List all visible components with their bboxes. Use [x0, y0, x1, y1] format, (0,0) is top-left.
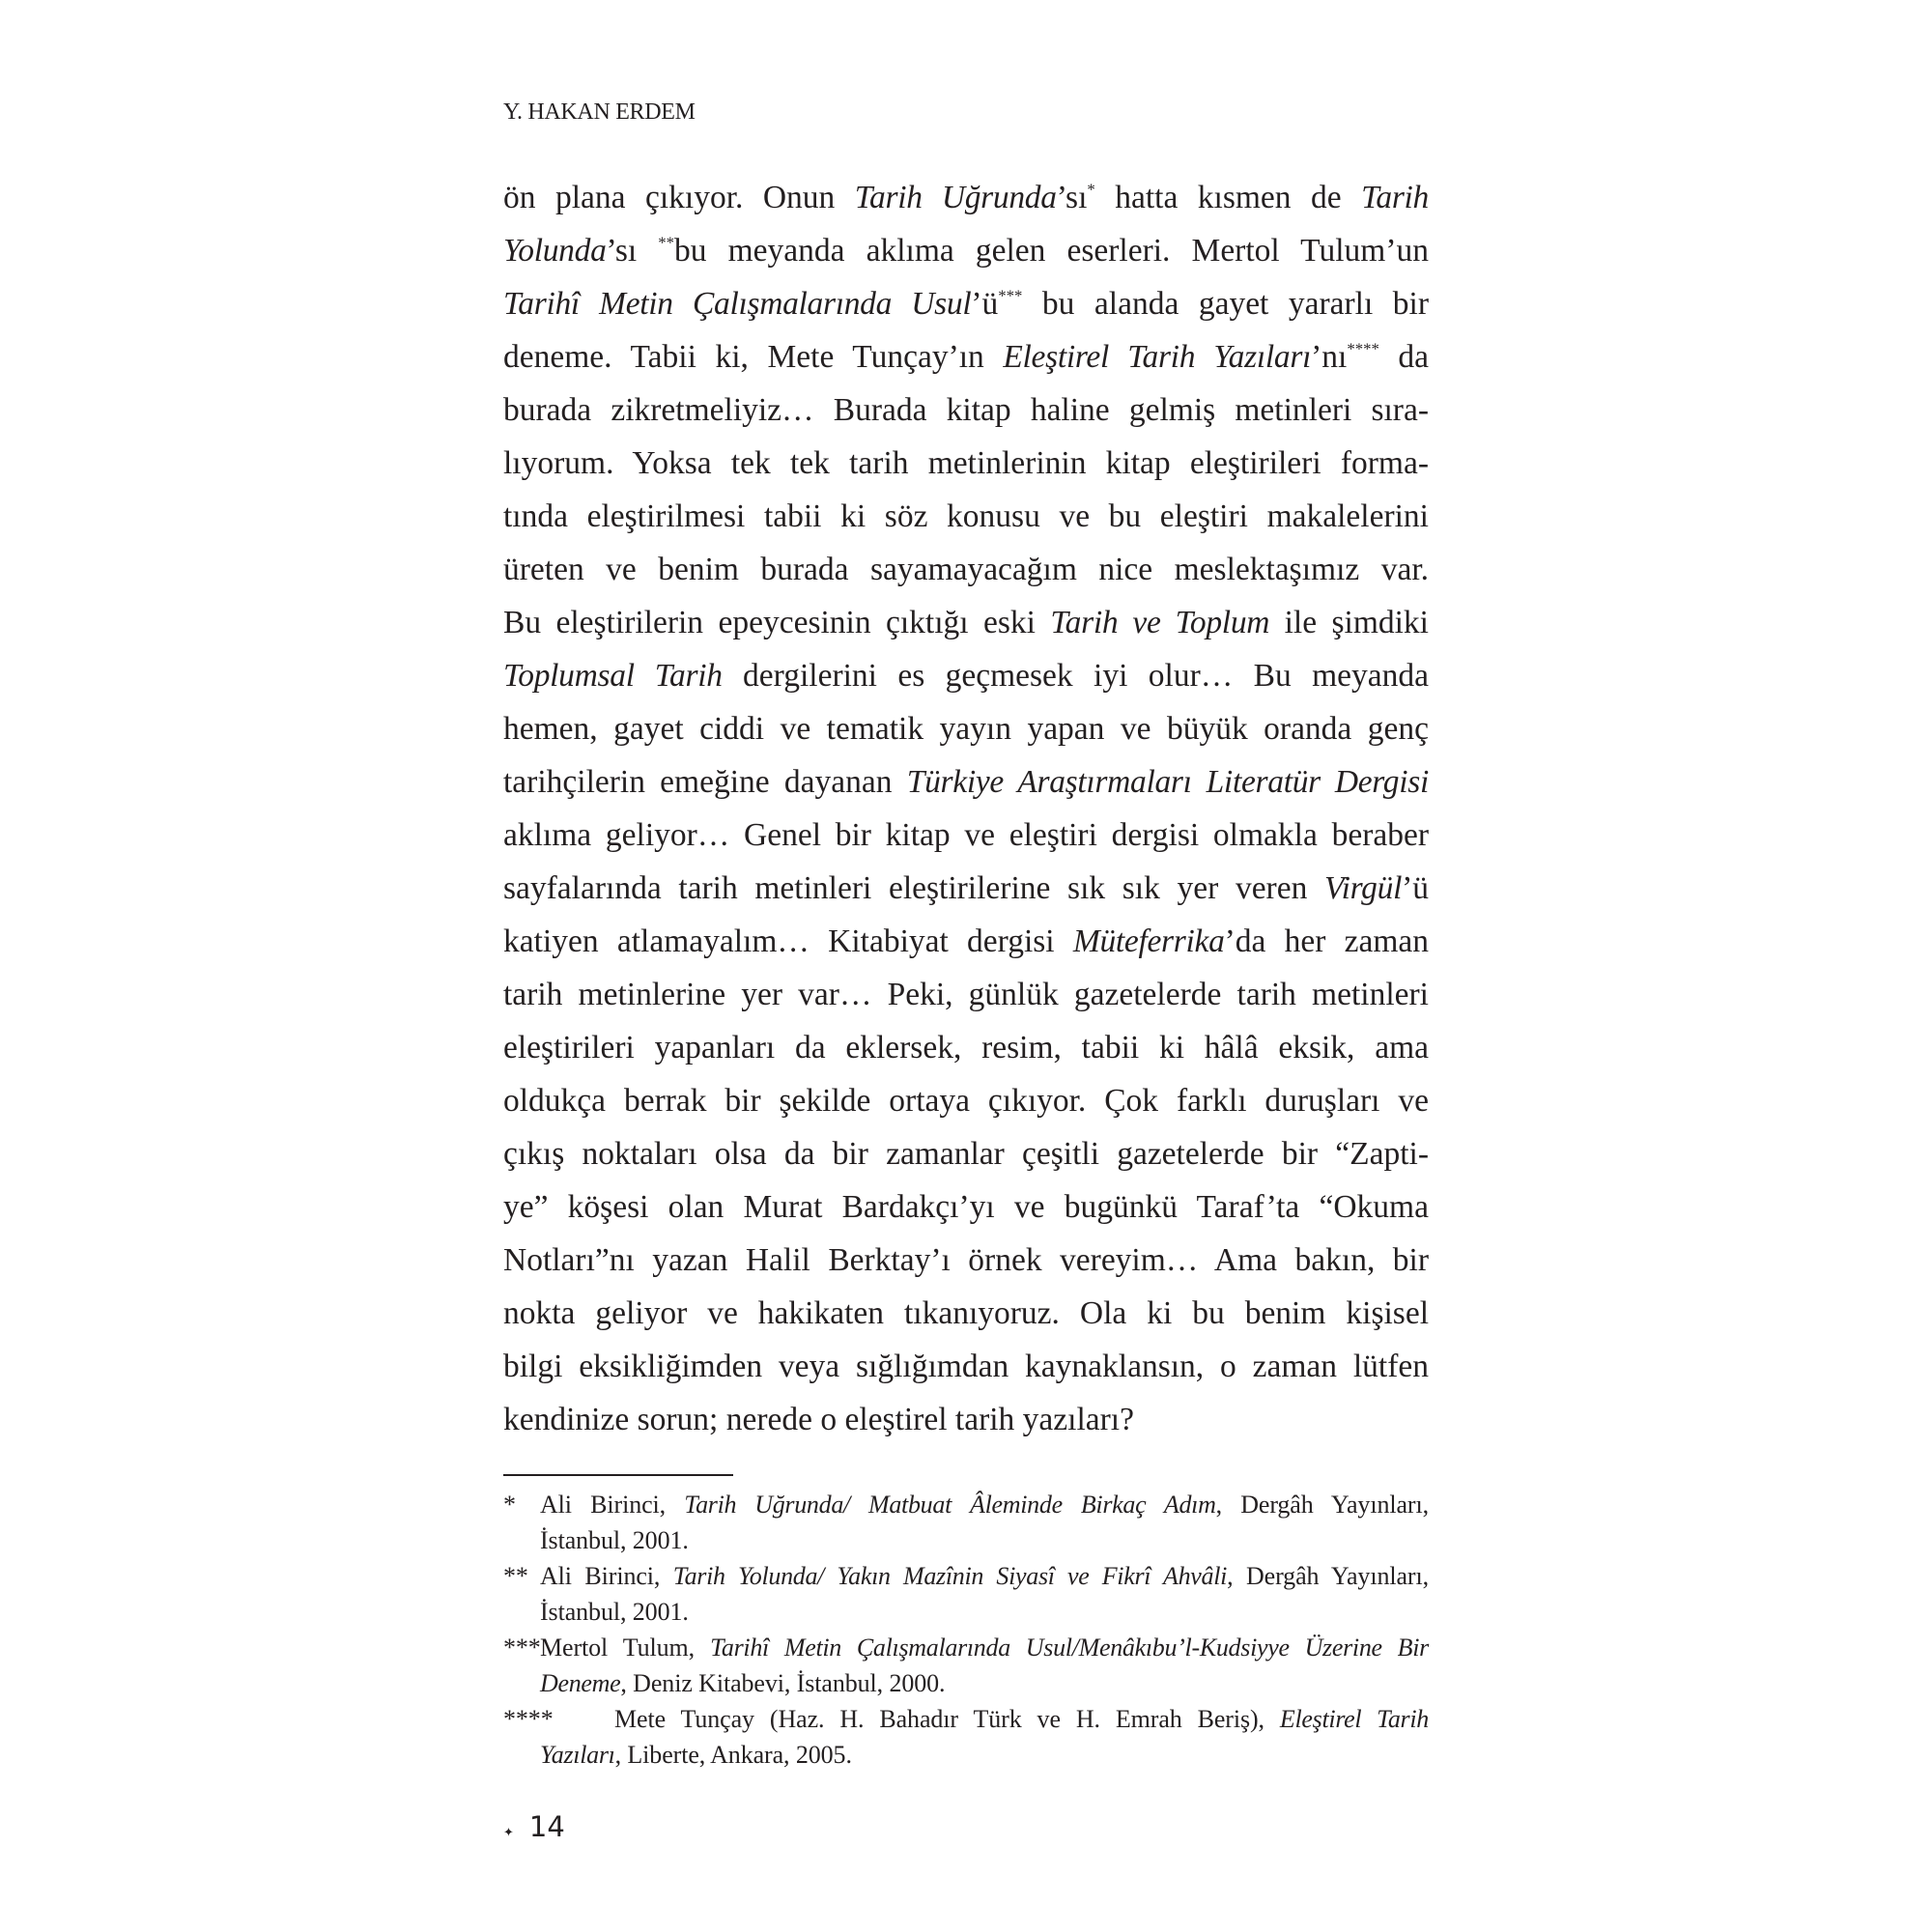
body-line	[503, 915, 1429, 968]
text-run: aklıma geliyor… Genel bir kitap ve eleştiri dergisi olmakla beraber	[503, 817, 1429, 853]
footnote-ref: ****	[1347, 339, 1379, 358]
body-line	[503, 171, 1429, 224]
footnote-ref: ***	[998, 286, 1023, 305]
text-run: bilgi eksikliğimden veya sığlığımdan kaynaklansın, o zaman lütfen	[503, 1349, 1429, 1384]
footnote-line	[540, 1522, 1429, 1558]
footnote-line	[540, 1630, 1429, 1665]
text-run: bu meyanda aklıma gelen eserleri. Mertol Tulum’un	[674, 233, 1429, 269]
text-run: deneme. Tabii ki, Mete Tunçay’ın	[503, 339, 1004, 375]
body-line	[503, 330, 1429, 384]
text-run: , Dergâh Yayınları,	[1227, 1562, 1430, 1590]
text-run: tında eleştirilmesi tabii ki söz konusu ve bu eleştiri makalelerini	[503, 498, 1429, 534]
body-line	[503, 1393, 1429, 1446]
body-line	[503, 755, 1429, 809]
italic-title: Toplumsal Tarih	[503, 658, 723, 694]
page-footer	[503, 1810, 565, 1843]
text-run: ’sı	[606, 233, 659, 269]
body-line	[503, 1234, 1429, 1287]
footnote	[503, 1487, 1429, 1558]
text-run: ye” köşesi olan Murat Bardakçı’yı ve bugünkü Taraf’ta “Okuma	[503, 1189, 1429, 1225]
text-run: kendinize sorun; nerede o eleştirel tarih yazıları?	[503, 1402, 1134, 1437]
footnote-marker: **	[503, 1562, 528, 1590]
italic-title: Türkiye Araştırmaları Literatür Dergisi	[906, 764, 1429, 800]
body-line	[503, 384, 1429, 437]
footnote-marker: ***	[503, 1634, 541, 1662]
italic-title: Müteferrika	[1072, 923, 1225, 959]
body-line	[503, 1340, 1429, 1393]
body-line	[503, 862, 1429, 915]
italic-title: Tarihî Metin Çalışmalarında Usul/Menâkıbu’l-Kudsiyye Üzerine Bir	[710, 1634, 1429, 1662]
text-run: tarih metinlerine yer var… Peki, günlük gazetelerde tarih metinleri	[503, 977, 1429, 1012]
italic-title: Yazıları	[540, 1741, 615, 1769]
body-line	[503, 1127, 1429, 1180]
text-run: ’nı	[1311, 339, 1348, 375]
footnote	[503, 1630, 1429, 1701]
text-run: İstanbul, 2001.	[540, 1526, 689, 1554]
text-run: sayfalarında tarih metinleri eleştirilerine sık sık yer veren	[503, 870, 1324, 906]
text-run: oldukça berrak bir şekilde ortaya çıkıyor. Çok farklı duruşları ve	[503, 1083, 1429, 1119]
text-run: ’ü	[1402, 870, 1429, 906]
body-line	[503, 1287, 1429, 1340]
italic-title: Eleştirel Tarih Yazıları	[1003, 339, 1312, 375]
italic-title: Eleştirel Tarih	[1279, 1705, 1429, 1733]
running-head: Y. HAKAN ERDEM	[503, 99, 696, 125]
footnote-marker: ****	[503, 1705, 554, 1733]
italic-title: Tarih Uğrunda	[854, 180, 1057, 215]
text-run: üreten ve benim burada sayamayacağım nice meslektaşımız var.	[503, 552, 1429, 587]
italic-title: Tarihî Metin Çalışmalarında Usul	[503, 286, 972, 322]
body-line	[503, 277, 1429, 330]
body-line	[503, 1074, 1429, 1127]
italic-title: Tarih ve Toplum	[1050, 605, 1270, 640]
body-line	[503, 702, 1429, 755]
footnote-line	[540, 1594, 1429, 1630]
text-run: Ali Birinci,	[540, 1491, 685, 1519]
text-run: dergilerini es geçmesek iyi olur… Bu meyanda	[722, 658, 1429, 694]
footnote-line	[540, 1665, 1429, 1701]
text-run: İstanbul, 2001.	[540, 1598, 689, 1626]
text-run: çıkış noktaları olsa da bir zamanlar çeşitli gazetelerde bir “Zapti-	[503, 1136, 1429, 1172]
footnote-text	[540, 1701, 1429, 1773]
footnotes	[503, 1487, 1429, 1773]
text-run: hemen, gayet ciddi ve tematik yayın yapan ve büyük oranda genç	[503, 711, 1429, 747]
text-run: ön plana çıkıyor. Onun	[503, 180, 855, 215]
text-run: ile şimdiki	[1269, 605, 1429, 640]
text-run: ’da her zaman	[1224, 923, 1429, 959]
text-run: Notları”nı yazan Halil Berktay’ı örnek vereyim… Ama bakın, bir	[503, 1242, 1429, 1278]
body-line	[503, 596, 1429, 649]
text-run: , Deniz Kitabevi, İstanbul, 2000.	[620, 1669, 946, 1697]
footnote-ref: **	[658, 233, 675, 252]
body-line	[503, 809, 1429, 862]
italic-title: Virgül	[1324, 870, 1403, 906]
text-run: lıyorum. Yoksa tek tek tarih metinlerinin kitap eleştirileri forma-	[503, 445, 1429, 481]
text-run: Mertol Tulum,	[540, 1634, 711, 1662]
footnote	[503, 1558, 1429, 1630]
body-line	[503, 490, 1429, 543]
footnote	[503, 1701, 1429, 1773]
footnote-line	[540, 1701, 1429, 1737]
text-run: eleştirileri yapanları da eklersek, resim, tabii ki hâlâ eksik, ama	[503, 1030, 1429, 1065]
footnote-ref: *	[1087, 180, 1095, 199]
footnote-line	[540, 1558, 1429, 1594]
footnote-text	[540, 1558, 1429, 1630]
italic-title: Tarih Uğrunda/ Matbuat Âleminde Birkaç Adım	[684, 1491, 1216, 1519]
body-line	[503, 968, 1429, 1021]
italic-title: Yolunda	[503, 233, 607, 269]
body-line	[503, 1021, 1429, 1074]
text-run: tarihçilerin emeğine dayanan	[503, 764, 907, 800]
footnote-line	[540, 1487, 1429, 1522]
footnote-text	[540, 1487, 1429, 1558]
text-run: Ali Birinci,	[540, 1562, 673, 1590]
text-run: ’ü	[971, 286, 999, 322]
footnote-marker: *	[503, 1491, 516, 1519]
body-line	[503, 437, 1429, 490]
text-run: ’sı	[1056, 180, 1088, 215]
body-text	[503, 171, 1429, 1446]
page-number: 14	[528, 1810, 565, 1843]
text-run: burada zikretmeliyiz… Burada kitap haline gelmiş metinleri sıra-	[503, 392, 1429, 428]
body-line	[503, 649, 1429, 702]
footnote-text	[540, 1630, 1429, 1701]
italic-title: Deneme	[540, 1669, 621, 1697]
italic-title: Tarih Yolunda/ Yakın Mazînin Siyasî ve Fikrî Ahvâli	[672, 1562, 1228, 1590]
text-run: hatta kısmen de	[1094, 180, 1362, 215]
text-run: nokta geliyor ve hakikaten tıkanıyoruz. Ola ki bu benim kişisel	[503, 1295, 1429, 1331]
footnote-rule	[503, 1474, 733, 1476]
body-line	[503, 543, 1429, 596]
text-run: Mete Tunçay (Haz. H. Bahadır Türk ve H. Emrah Beriş),	[614, 1705, 1280, 1733]
italic-title: Tarih	[1361, 180, 1430, 215]
text-run: bu alanda gayet yararlı bir	[1022, 286, 1429, 322]
star-ornament-icon: ✦	[503, 1826, 514, 1840]
text-run: Bu eleştirilerin epeycesinin çıktığı eski	[503, 605, 1051, 640]
footnote-line	[540, 1737, 1429, 1773]
body-line	[503, 1180, 1429, 1234]
text-run: katiyen atlamayalım… Kitabiyat dergisi	[503, 923, 1073, 959]
text-run: da	[1378, 339, 1430, 375]
body-line	[503, 224, 1429, 277]
text-run: , Liberte, Ankara, 2005.	[614, 1741, 852, 1769]
text-run: , Dergâh Yayınları,	[1215, 1491, 1429, 1519]
